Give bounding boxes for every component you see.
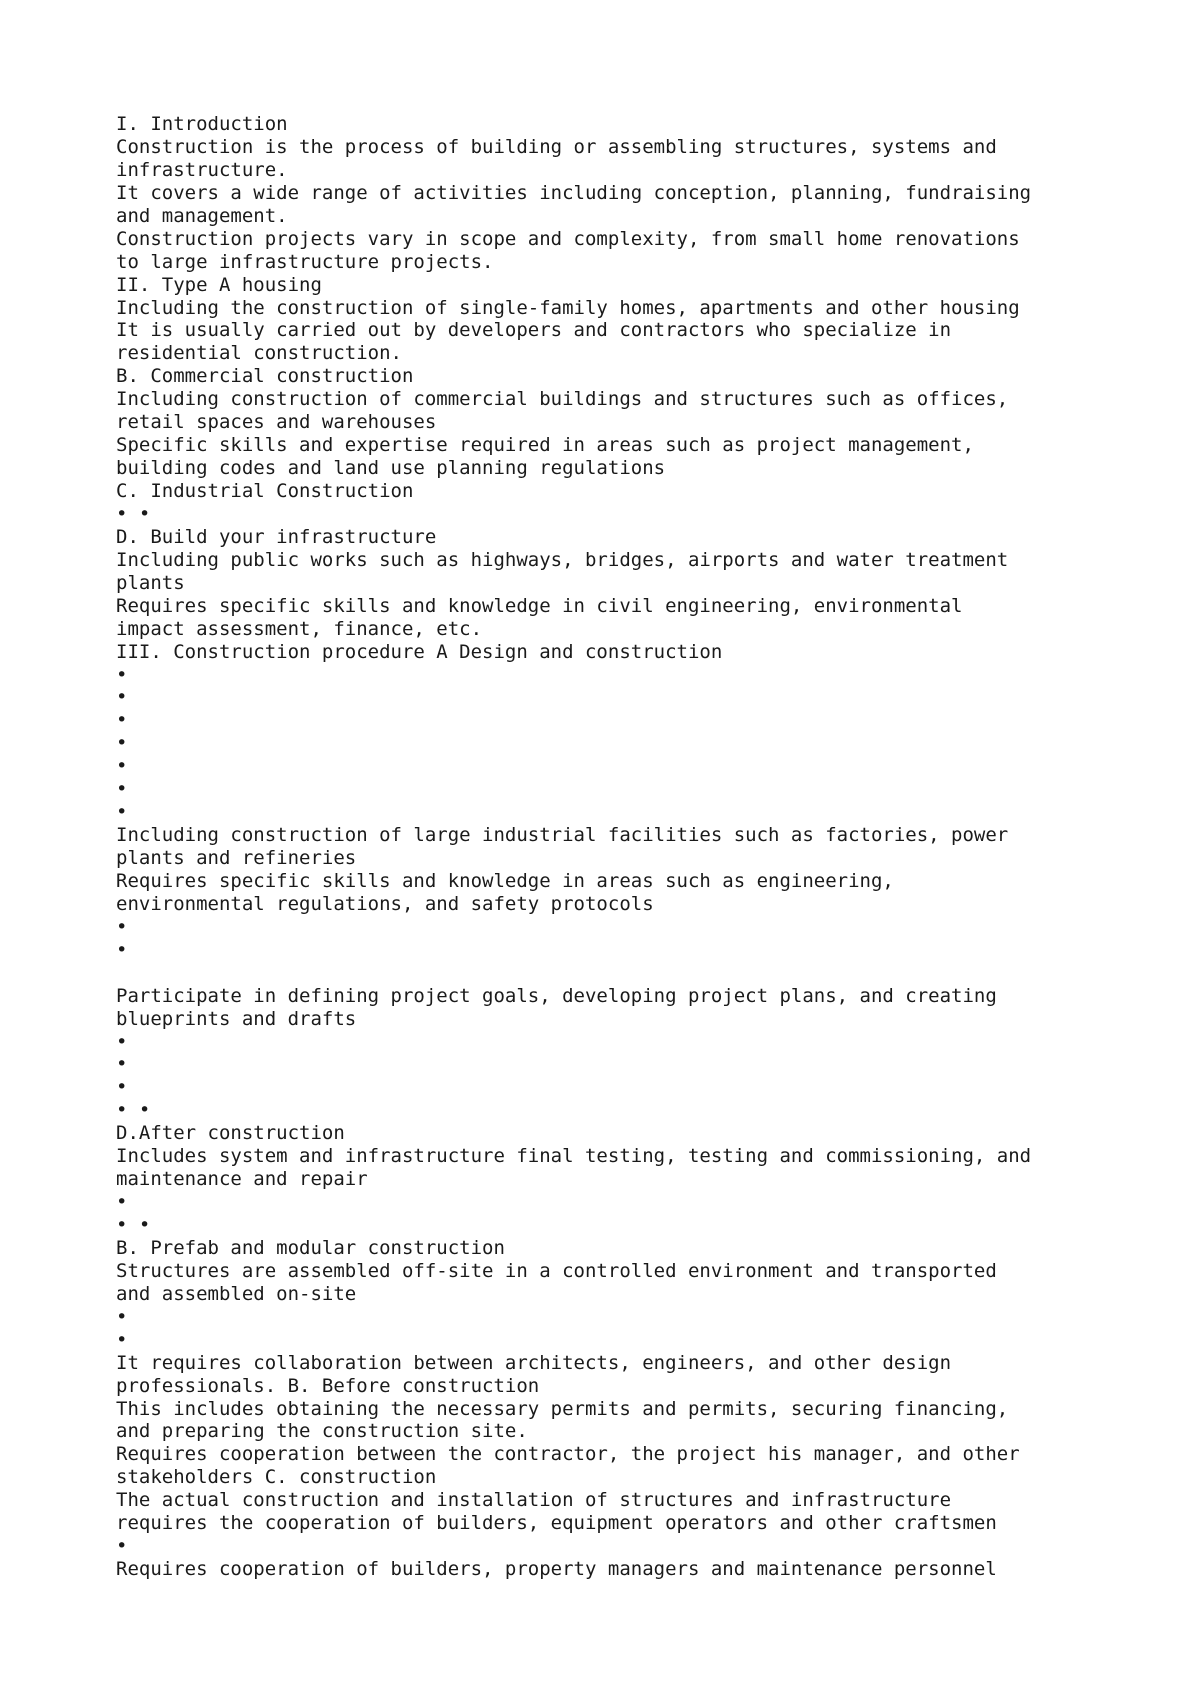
bullet-line: • (116, 1076, 128, 1099)
text-line: to large infrastructure projects. (116, 250, 494, 273)
text-line: Including the construction of single-family homes, apartments and other housing (116, 296, 1020, 319)
bullet-line: • (116, 1053, 128, 1076)
text-line: Includes system and infrastructure final testing, testing and commissioning, and (116, 1145, 1032, 1168)
text-line: Including public works such as highways, bridges, airports and water treatment (116, 548, 1009, 571)
text-line: infrastructure. (116, 158, 288, 181)
bullet-line: • (116, 778, 128, 801)
text-line: II. Type A housing (116, 273, 322, 296)
text-line: B. Prefab and modular construction (116, 1236, 505, 1259)
bullet-line: • (116, 938, 128, 961)
text-line: Structures are assembled off-site in a controlled environment and transported (116, 1259, 997, 1282)
text-line: Participate in defining project goals, developing project plans, and creating (116, 984, 997, 1007)
bullet-line: • (116, 686, 128, 709)
text-line: Including construction of commercial buildings and structures such as offices, (116, 388, 1009, 411)
blank-line (116, 962, 1116, 985)
bullet-line: • (116, 1305, 128, 1328)
text-line: B. Commercial construction (116, 365, 414, 388)
bullet-line: • (116, 1328, 128, 1351)
text-line: Requires cooperation of builders, property managers and maintenance personnel (116, 1558, 997, 1581)
text-line: It covers a wide range of activities including conception, planning, fundraising (116, 181, 1032, 204)
text-line: and preparing the construction site. (116, 1420, 528, 1443)
text-line: and management. (116, 204, 288, 227)
text-line: professionals. B. Before construction (116, 1374, 540, 1397)
bullet-line: • • (116, 1214, 151, 1236)
text-line: It is usually carried out by developers and contractors who specialize in (116, 319, 952, 342)
bullet-line: • (116, 915, 128, 938)
text-line: blueprints and drafts (116, 1007, 357, 1030)
text-line: environmental regulations, and safety protocols (116, 892, 654, 915)
text-line: Specific skills and expertise required in areas such as project management, (116, 434, 974, 457)
text-line: retail spaces and warehouses (116, 411, 437, 434)
text-line: C. Industrial Construction (116, 480, 414, 502)
text-line: D. Build your infrastructure (116, 525, 437, 548)
text-line: residential construction. (116, 342, 402, 365)
bullet-line: • • (116, 502, 151, 525)
bullet-line: • (116, 709, 128, 732)
text-line: The actual construction and installation of structures and infrastructure (116, 1489, 952, 1512)
text-line: Construction is the process of building or assembling structures, systems and (116, 135, 997, 158)
text-line: I. Introduction (116, 113, 288, 135)
text-line: III. Construction procedure A Design and construction (116, 640, 723, 663)
bullet-line: • (116, 1191, 128, 1214)
bullet-line: • (116, 732, 128, 755)
text-line: maintenance and repair (116, 1168, 368, 1191)
text-line: plants (116, 571, 185, 594)
bullet-line: • (116, 1535, 128, 1558)
text-line: and assembled on-site (116, 1282, 357, 1305)
document-body (116, 113, 1116, 1581)
bullet-line: • (116, 755, 128, 778)
bullet-line: • (116, 1030, 128, 1053)
bullet-line: • • (116, 1099, 151, 1122)
text-line: plants and refineries (116, 847, 357, 869)
text-line: Construction projects vary in scope and complexity, from small home renovations (116, 227, 1020, 250)
text-line: D.After construction (116, 1122, 345, 1145)
text-line: It requires collaboration between architects, engineers, and other design (116, 1351, 952, 1374)
text-line: stakeholders C. construction (116, 1466, 437, 1489)
text-line: Requires specific skills and knowledge in civil engineering, environmental (116, 594, 963, 617)
text-line: impact assessment, finance, etc. (116, 617, 483, 640)
text-line: requires the cooperation of builders, equipment operators and other craftsmen (116, 1512, 997, 1535)
bullet-line: • (116, 801, 128, 824)
text-line: Requires specific skills and knowledge in areas such as engineering, (116, 869, 894, 892)
text-line: Including construction of large industrial facilities such as factories, power (116, 824, 1009, 847)
bullet-line: • (116, 663, 128, 686)
text-line: building codes and land use planning regulations (116, 457, 666, 480)
text-line: This includes obtaining the necessary permits and permits, securing financing, (116, 1397, 1009, 1420)
text-line: Requires cooperation between the contractor, the project his manager, and other (116, 1443, 1020, 1466)
